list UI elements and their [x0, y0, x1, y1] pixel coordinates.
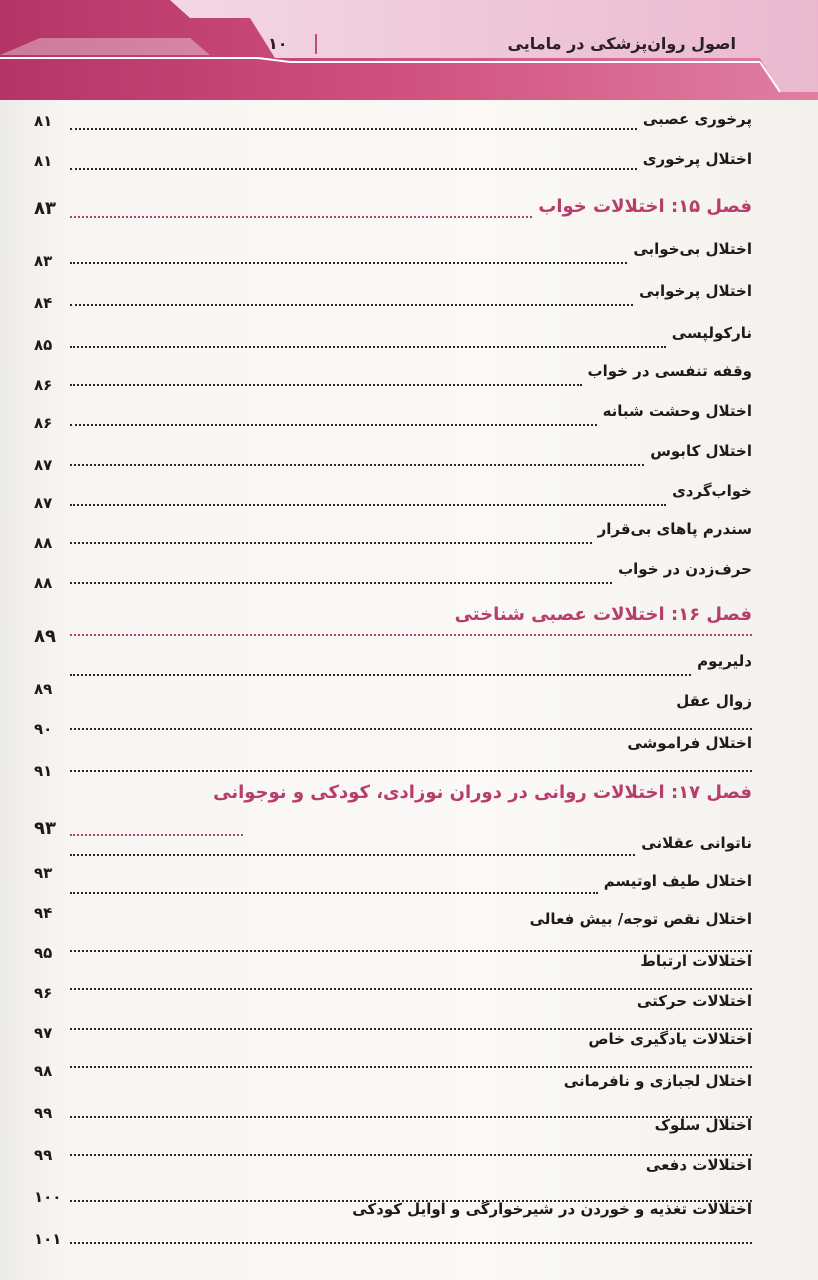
toc-entry-title: سندرم پاهای بی‌قرار: [597, 520, 752, 538]
dot-leader: [70, 128, 637, 130]
dot-leader: [70, 304, 633, 306]
toc-entry-title: دلیریوم: [697, 652, 752, 670]
toc-entry-page: ۸۵: [34, 336, 53, 354]
toc-entry-title: اختلال فراموشی: [627, 734, 752, 752]
toc-entry-title: اختلال سلوک: [654, 1116, 752, 1134]
toc-entry-page: ۹۸: [34, 1062, 53, 1080]
header-separator: [315, 34, 317, 54]
toc-entry-title: اختلالات حرکتی: [636, 992, 752, 1010]
toc-entry-title: نارکولپسی: [671, 324, 752, 342]
page-number: ۱۰: [268, 34, 288, 53]
toc-chapter-title: فصل ۱۵: اختلالات خواب: [538, 196, 752, 217]
dot-leader: [70, 674, 691, 676]
dot-leader: [70, 504, 666, 506]
toc-entry: [34, 442, 752, 478]
toc-entry-title: اختلال پرخوری: [642, 150, 752, 168]
dot-leader: [70, 582, 612, 584]
dot-leader: [70, 988, 752, 990]
toc-chapter-page: ۸۳: [34, 198, 56, 219]
toc-entry: [34, 734, 752, 780]
toc-entry-page: ۸۸: [34, 534, 53, 552]
toc-chapter-page: ۸۹: [34, 626, 56, 647]
toc-entry: [34, 1156, 752, 1206]
toc-entry-page: ۹۳: [34, 864, 53, 882]
dot-leader: [70, 168, 637, 170]
toc-entry: [34, 692, 752, 738]
toc-entry-title: اختلال پرخوابی: [639, 282, 752, 300]
toc-entry-title: وقفه تنفسی در خواب: [587, 362, 752, 380]
toc-chapter-title: فصل ۱۷: اختلالات روانی در دوران نوزادی، کودکی و نوجوانی: [213, 782, 752, 803]
toc-entry-page: ۸۷: [34, 456, 53, 474]
toc-entry-page: ۹۹: [34, 1146, 53, 1164]
toc-entry: [34, 652, 752, 698]
toc-entry-title: اختلالات تغذیه و خوردن در شیرخوارگی و اوایل کودکی: [352, 1200, 752, 1218]
dot-leader: [70, 854, 635, 856]
toc-entry-title: اختلالات ارتباط: [640, 952, 752, 970]
toc-entry-page: ۱۰۰: [34, 1188, 62, 1206]
toc-entry-title: اختلالات دفعی: [645, 1156, 752, 1174]
toc-entry-title: اختلال طیف اوتیسم: [603, 872, 752, 890]
toc-entry-page: ۹۷: [34, 1024, 53, 1042]
toc-entry: [34, 240, 752, 276]
toc-entry-page: ۹۰: [34, 720, 53, 738]
toc-entry-page: ۱۰۱: [34, 1230, 62, 1248]
toc-chapter: [34, 196, 752, 232]
toc-entry-page: ۹۶: [34, 984, 53, 1002]
toc-entry: [34, 1030, 752, 1080]
toc-entry: [34, 1116, 752, 1164]
dot-leader: [70, 728, 752, 730]
dot-leader: [70, 262, 627, 264]
toc-entry-page: ۸۱: [34, 112, 53, 130]
toc-entry-page: ۹۴: [34, 904, 53, 922]
toc-entry-page: ۸۹: [34, 680, 53, 698]
toc-entry: [34, 402, 752, 438]
dot-leader: [70, 634, 752, 636]
toc-entry-title: اختلال لجبازی و نافرمانی: [563, 1072, 752, 1090]
toc-entry: [34, 282, 752, 318]
dot-leader: [70, 464, 644, 466]
toc-entry: [34, 1072, 752, 1122]
toc-entry: [34, 106, 752, 142]
toc-entry: [34, 146, 752, 182]
toc-entry-page: ۹۱: [34, 762, 53, 780]
toc-entry-title: اختلال بی‌خوابی: [633, 240, 752, 258]
toc-chapter: [34, 604, 752, 647]
toc-entry: [34, 1200, 752, 1248]
toc-entry-page: ۸۳: [34, 252, 53, 270]
toc-entry: [34, 560, 752, 596]
toc-entry-page: ۸۱: [34, 152, 53, 170]
toc-entry-page: ۸۷: [34, 494, 53, 512]
dot-leader: [70, 384, 582, 386]
toc-entry-page: ۸۶: [34, 376, 53, 394]
dot-leader: [70, 542, 592, 544]
running-title: اصول روان‌پزشکی در مامایی: [507, 34, 736, 53]
toc-entry-title: اختلال وحشت شبانه: [602, 402, 752, 420]
toc-entry-title: پرخوری عصبی: [642, 110, 752, 128]
toc-entry-title: زوال عقل: [676, 692, 752, 710]
dot-leader: [70, 1242, 752, 1244]
toc-entry-title: اختلالات یادگیری خاص: [588, 1030, 752, 1048]
toc-entry-title: ناتوانی عقلانی: [641, 834, 752, 852]
toc-entry: [34, 520, 752, 556]
dot-leader: [70, 1066, 752, 1068]
toc-entry-page: ۹۹: [34, 1104, 53, 1122]
toc-entry-title: خواب‌گردی: [672, 482, 752, 500]
toc-entry-page: ۸۸: [34, 574, 53, 592]
toc-chapter-title: فصل ۱۶: اختلالات عصبی شناختی: [454, 604, 752, 625]
toc-entry-title: اختلال کابوس: [650, 442, 752, 460]
dot-leader: [70, 216, 532, 218]
dot-leader: [70, 346, 666, 348]
toc-chapter-page: ۹۳: [34, 818, 56, 839]
toc-entry-page: ۸۴: [34, 294, 53, 312]
toc-entry: [34, 324, 752, 360]
dot-leader: [70, 424, 597, 426]
toc-entry-title: اختلال نقص توجه/ بیش فعالی: [529, 910, 752, 928]
toc-chapter: [34, 782, 752, 839]
toc-entry-title: حرف‌زدن در خواب: [618, 560, 752, 578]
toc-entry-page: ۹۵: [34, 944, 53, 962]
toc-entry: [34, 482, 752, 518]
toc-entry: [34, 362, 752, 398]
dot-leader: [70, 770, 752, 772]
toc-entry-page: ۸۶: [34, 414, 53, 432]
dot-leader: [70, 892, 598, 894]
